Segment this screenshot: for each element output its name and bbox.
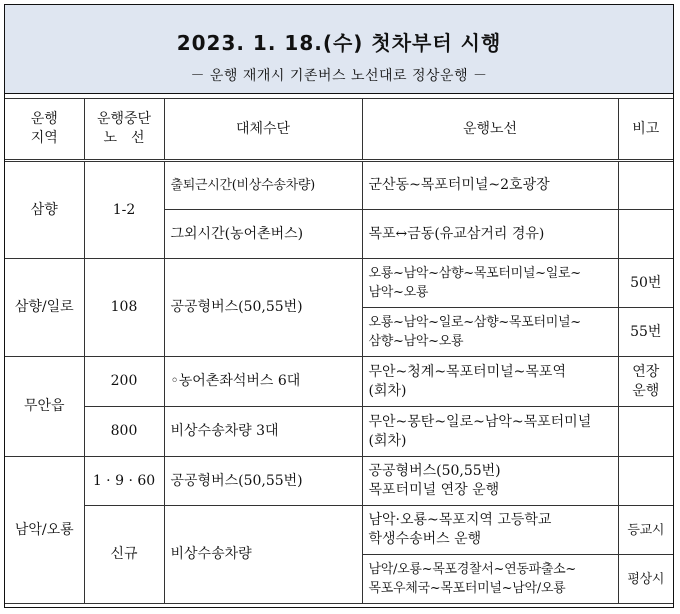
header-alternative: 대체수단 <box>164 99 362 161</box>
route-cell: 오룡~남악~삼향~목포터미널~일로~ 남악~오룡 <box>362 259 618 308</box>
note-cell <box>618 407 673 457</box>
area-cell: 무안읍 <box>5 357 84 457</box>
area-cell: 삼향/일로 <box>5 259 84 357</box>
notice-title: 2023. 1. 18.(수) 첫차부터 시행 <box>176 31 502 55</box>
route-cell: 목포↔금동(유교삼거리 경유) <box>362 210 618 259</box>
alt-cell: ◦농어촌좌석버스 6대 <box>164 357 362 407</box>
route-cell: 남악/오룡~목포경찰서~연동파출소~ 목포우체국~목포터미널~남악/오룡 <box>362 555 618 604</box>
route-cell: 군산동~목포터미널~2호광장 <box>362 161 618 210</box>
notice-frame <box>4 4 674 608</box>
line-cell: 1-2 <box>84 161 164 259</box>
table-row <box>5 457 673 506</box>
note-cell: 등교시 <box>618 506 673 555</box>
notice-subtitle: － 운행 재개시 기존버스 노선대로 정상운행 － <box>190 68 488 84</box>
note-cell: 50번 <box>618 259 673 308</box>
header-area: 운행 지역 <box>5 99 84 161</box>
alt-cell: 비상수송차량 <box>164 506 362 604</box>
table-row <box>5 259 673 308</box>
alt-cell: 공공형버스(50,55번) <box>164 457 362 506</box>
alt-cell: 출퇴근시간(비상수송차량) <box>164 161 362 210</box>
header-stopped-line: 운행중단 노 선 <box>84 99 164 161</box>
line-cell: 200 <box>84 357 164 407</box>
table-header-row <box>5 99 673 161</box>
note-cell <box>618 457 673 506</box>
route-table <box>5 98 673 604</box>
note-cell: 평상시 <box>618 555 673 604</box>
header-note: 비고 <box>618 99 673 161</box>
table-row <box>5 506 673 555</box>
header-route: 운행노선 <box>362 99 618 161</box>
alt-cell: 공공형버스(50,55번) <box>164 259 362 357</box>
table-row <box>5 407 673 457</box>
notice-header <box>5 5 673 94</box>
note-cell <box>618 210 673 259</box>
route-cell: 공공형버스(50,55번) 목포터미널 연장 운행 <box>362 457 618 506</box>
route-cell: 오룡~남악~일로~삼향~목포터미널~ 삼향~남악~오룡 <box>362 308 618 357</box>
line-cell: 신규 <box>84 506 164 604</box>
note-cell: 연장 운행 <box>618 357 673 407</box>
note-cell: 55번 <box>618 308 673 357</box>
line-cell: 108 <box>84 259 164 357</box>
table-row <box>5 357 673 407</box>
alt-cell: 그외시간(농어촌버스) <box>164 210 362 259</box>
route-cell: 무안~청계~목포터미널~목포역 (회차) <box>362 357 618 407</box>
line-cell: 1 · 9 · 60 <box>84 457 164 506</box>
table-row <box>5 161 673 210</box>
alt-cell: 비상수송차량 3대 <box>164 407 362 457</box>
route-cell: 남악·오룡~목포지역 고등학교 학생수송버스 운행 <box>362 506 618 555</box>
route-cell: 무안~몽탄~일로~남악~목포터미널 (회차) <box>362 407 618 457</box>
note-cell <box>618 161 673 210</box>
area-cell: 남악/오룡 <box>5 457 84 604</box>
area-cell: 삼향 <box>5 161 84 259</box>
line-cell: 800 <box>84 407 164 457</box>
